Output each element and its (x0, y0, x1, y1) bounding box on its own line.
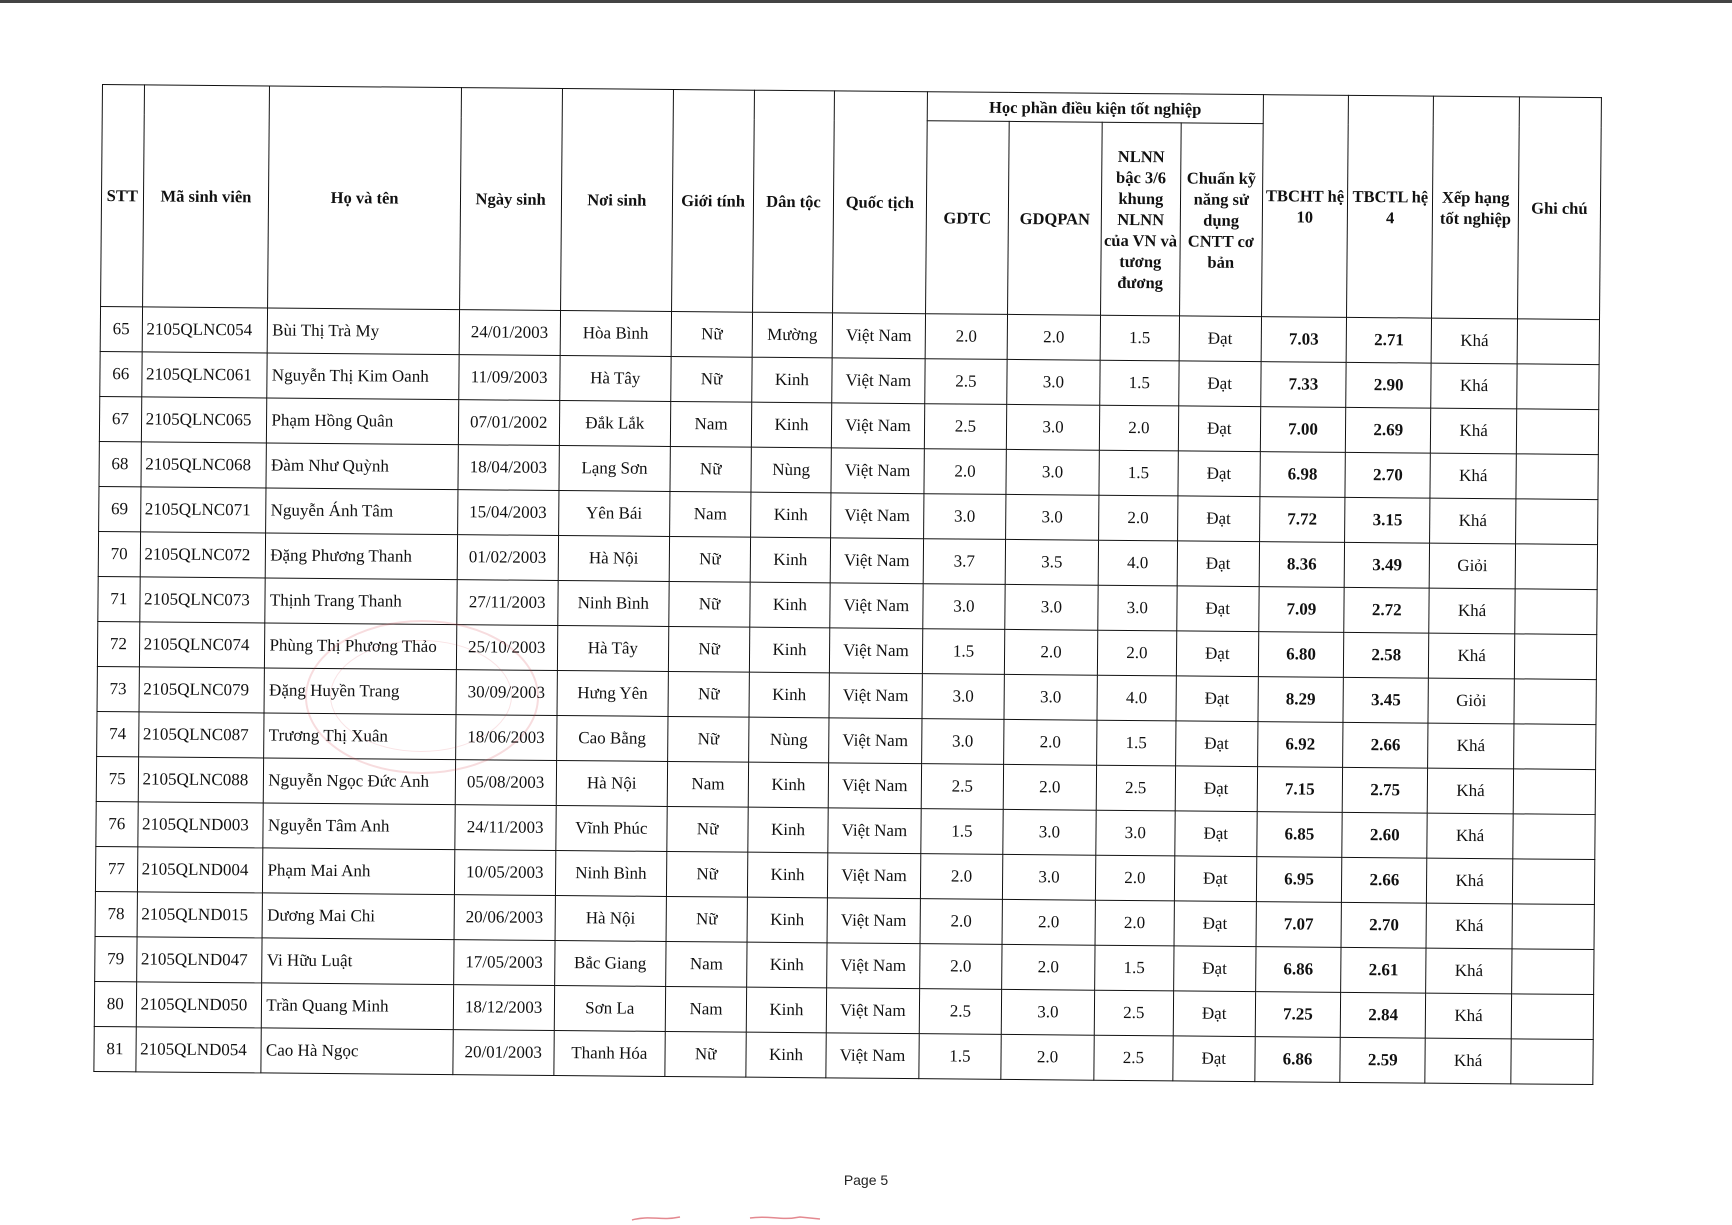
cell-tbctl: 2.69 (1345, 407, 1431, 453)
cell-tbctl: 2.70 (1345, 452, 1431, 498)
cell-date-of-birth: 25/10/2003 (456, 625, 557, 671)
cell-tbcht: 7.03 (1261, 317, 1347, 363)
cell-tbctl: 3.45 (1343, 677, 1429, 723)
cell-stt: 74 (97, 711, 139, 756)
cell-graduation-rank: Khá (1430, 453, 1516, 499)
cell-gender: Nữ (671, 356, 752, 402)
cell-stt: 73 (97, 666, 139, 711)
cell-cntt: Đạt (1173, 991, 1255, 1037)
cell-gender: Nữ (666, 896, 747, 942)
cell-note (1515, 544, 1598, 590)
cell-nationality: Việt Nam (828, 763, 921, 809)
cell-tbctl: 2.90 (1346, 362, 1432, 408)
cell-note (1515, 589, 1598, 635)
cell-student-id: 2105QLND015 (137, 892, 263, 938)
cell-tbcht: 6.98 (1260, 452, 1346, 498)
header-stt: STT (101, 85, 144, 307)
cell-ethnicity: Kinh (752, 357, 832, 403)
cell-gdtc: 3.0 (922, 719, 1004, 765)
cell-date-of-birth: 18/06/2003 (455, 715, 556, 761)
cell-gender: Nữ (668, 626, 749, 672)
header-gdtc: GDTC (925, 121, 1009, 315)
cell-place-of-birth: Thanh Hóa (553, 1030, 665, 1076)
cell-date-of-birth: 24/01/2003 (459, 310, 560, 356)
red-signature-mark (630, 1214, 830, 1222)
cell-nlnn: 3.0 (1096, 810, 1175, 856)
cell-student-id: 2105QLNC073 (139, 577, 265, 623)
cell-full-name: Dương Mai Chi (262, 893, 454, 940)
cell-ethnicity: Nùng (751, 447, 831, 493)
cell-full-name: Trương Thị Xuân (264, 713, 456, 760)
cell-tbcht: 8.36 (1259, 542, 1345, 588)
cell-stt: 71 (98, 576, 140, 621)
header-gender: Giới tính (672, 89, 755, 312)
cell-graduation-rank: Khá (1432, 318, 1518, 364)
cell-nlnn: 1.5 (1095, 945, 1174, 991)
cell-place-of-birth: Hà Tây (557, 625, 669, 671)
cell-cntt: Đạt (1175, 766, 1257, 812)
cell-cntt: Đạt (1178, 406, 1260, 452)
cell-nlnn: 1.5 (1100, 315, 1179, 361)
cell-cntt: Đạt (1174, 901, 1256, 947)
header-note: Ghi chú (1517, 97, 1601, 320)
cell-tbcht: 7.72 (1259, 497, 1345, 543)
graduation-table-container (93, 84, 1602, 1085)
cell-gdqpan: 2.0 (1004, 719, 1097, 765)
cell-student-id: 2105QLND003 (137, 802, 263, 848)
cell-full-name: Đàm Như Quỳnh (266, 443, 458, 490)
cell-gdqpan: 3.0 (1007, 359, 1100, 405)
cell-stt: 80 (94, 981, 136, 1026)
cell-full-name: Đặng Huyền Trang (264, 668, 456, 715)
cell-gdqpan: 3.0 (1006, 404, 1099, 450)
cell-full-name: Cao Hà Ngọc (261, 1028, 453, 1075)
cell-ethnicity: Kinh (751, 402, 831, 448)
cell-gdtc: 2.5 (919, 989, 1001, 1035)
cell-gender: Nam (670, 401, 751, 447)
cell-nlnn: 1.5 (1100, 360, 1179, 406)
cell-cntt: Đạt (1177, 541, 1259, 587)
cell-place-of-birth: Hưng Yên (557, 670, 669, 716)
cell-full-name: Bùi Thị Trà My (268, 308, 460, 355)
cell-note (1512, 904, 1595, 950)
cell-full-name: Vi Hữu Luật (262, 938, 454, 985)
cell-nlnn: 2.5 (1094, 990, 1173, 1036)
cell-stt: 72 (97, 621, 139, 666)
cell-student-id: 2105QLNC087 (138, 712, 264, 758)
cell-nlnn: 1.5 (1099, 450, 1178, 496)
header-graduation-conditions: Học phần điều kiện tốt nghiệp (927, 92, 1263, 124)
cell-ethnicity: Kinh (746, 1032, 826, 1078)
cell-nlnn: 2.0 (1095, 855, 1174, 901)
cell-gender: Nữ (665, 1031, 746, 1077)
cell-nlnn: 2.0 (1095, 900, 1174, 946)
header-gdqpan: GDQPAN (1007, 121, 1102, 315)
cell-gdtc: 2.0 (920, 854, 1002, 900)
cell-note (1516, 409, 1599, 455)
cell-gdtc: 2.5 (925, 359, 1007, 405)
cell-date-of-birth: 17/05/2003 (453, 940, 554, 986)
cell-stt: 70 (98, 531, 140, 576)
cell-gdqpan: 2.0 (1004, 629, 1097, 675)
cell-tbcht: 7.09 (1259, 587, 1345, 633)
cell-nationality: Việt Nam (826, 1033, 919, 1079)
cell-stt: 79 (95, 936, 137, 981)
cell-cntt: Đạt (1175, 721, 1257, 767)
header-graduation-rank: Xếp hạng tốt nghiệp (1432, 96, 1519, 319)
cell-ethnicity: Kinh (750, 537, 830, 583)
cell-nationality: Việt Nam (829, 673, 922, 719)
cell-cntt: Đạt (1176, 631, 1258, 677)
table-body (94, 306, 1600, 1084)
cell-tbctl: 2.72 (1344, 587, 1430, 633)
cell-date-of-birth: 10/05/2003 (454, 850, 555, 896)
cell-nationality: Việt Nam (830, 538, 923, 584)
cell-stt: 68 (99, 441, 141, 486)
cell-graduation-rank: Khá (1428, 768, 1514, 814)
header-place-of-birth: Nơi sinh (560, 89, 674, 312)
cell-graduation-rank: Khá (1426, 903, 1512, 949)
cell-graduation-rank: Khá (1425, 1038, 1511, 1084)
cell-place-of-birth: Hà Nội (558, 535, 670, 581)
cell-gdqpan: 3.5 (1005, 539, 1098, 585)
cell-place-of-birth: Bắc Giang (554, 940, 666, 986)
cell-gender: Nữ (667, 851, 748, 897)
cell-date-of-birth: 11/09/2003 (459, 355, 560, 401)
cell-full-name: Phạm Mai Anh (263, 848, 455, 895)
cell-gdtc: 2.5 (924, 404, 1006, 450)
cell-nationality: Việt Nam (827, 943, 920, 989)
cell-tbcht: 7.00 (1260, 407, 1346, 453)
cell-gdtc: 3.0 (922, 674, 1004, 720)
cell-nlnn: 2.0 (1099, 405, 1178, 451)
cell-place-of-birth: Cao Bằng (556, 715, 668, 761)
page-number: Page 5 (843, 1172, 889, 1188)
cell-place-of-birth: Hà Tây (559, 356, 671, 402)
cell-place-of-birth: Hà Nội (555, 895, 667, 941)
cell-tbctl: 3.49 (1344, 542, 1430, 588)
cell-note (1514, 679, 1597, 725)
header-tbcht: TBCHT hệ 10 (1261, 95, 1348, 318)
cell-gdtc: 3.0 (923, 584, 1005, 630)
cell-gender: Nam (670, 491, 751, 537)
cell-ethnicity: Kinh (747, 942, 827, 988)
cell-note (1517, 364, 1600, 410)
cell-date-of-birth: 20/01/2003 (453, 1030, 554, 1076)
cell-tbcht: 7.33 (1261, 362, 1347, 408)
header-nationality: Quốc tịch (832, 91, 927, 314)
cell-cntt: Đạt (1178, 451, 1260, 497)
cell-stt: 75 (96, 756, 138, 801)
cell-cntt: Đạt (1175, 811, 1257, 857)
cell-cntt: Đạt (1176, 586, 1258, 632)
cell-note (1511, 994, 1594, 1040)
header-full-name: Họ và tên (268, 86, 461, 310)
cell-place-of-birth: Hà Nội (556, 760, 668, 806)
cell-nationality: Việt Nam (827, 853, 920, 899)
cell-gdqpan: 3.0 (1006, 494, 1099, 540)
cell-graduation-rank: Khá (1431, 363, 1517, 409)
cell-graduation-rank: Khá (1431, 408, 1517, 454)
cell-ethnicity: Kinh (748, 762, 828, 808)
header-cntt: Chuẩn kỹ năng sử dụng CNTT cơ bản (1179, 123, 1263, 317)
cell-gender: Nữ (669, 581, 750, 627)
cell-gdtc: 1.5 (921, 809, 1003, 855)
cell-place-of-birth: Vĩnh Phúc (555, 805, 667, 851)
cell-student-id: 2105QLNC072 (140, 532, 266, 578)
cell-gender: Nữ (670, 446, 751, 492)
cell-ethnicity: Kinh (751, 492, 831, 538)
cell-place-of-birth: Hòa Bình (560, 311, 672, 357)
cell-graduation-rank: Giỏi (1430, 543, 1516, 589)
cell-ethnicity: Nùng (749, 717, 829, 763)
cell-nationality: Việt Nam (830, 493, 923, 539)
cell-stt: 78 (95, 891, 137, 936)
cell-stt: 81 (94, 1026, 136, 1071)
cell-nationality: Việt Nam (829, 718, 922, 764)
cell-gdqpan: 3.0 (1003, 809, 1096, 855)
cell-full-name: Nguyễn Ánh Tâm (266, 488, 458, 535)
cell-note (1511, 1039, 1594, 1085)
cell-stt: 77 (95, 846, 137, 891)
cell-cntt: Đạt (1173, 1036, 1255, 1082)
cell-nlnn: 2.5 (1096, 765, 1175, 811)
cell-tbctl: 2.59 (1340, 1037, 1426, 1083)
header-student-id: Mã sinh viên (142, 85, 270, 308)
cell-gdtc: 3.0 (923, 494, 1005, 540)
cell-stt: 66 (100, 351, 142, 396)
cell-graduation-rank: Khá (1429, 588, 1515, 634)
cell-nlnn: 2.5 (1094, 1035, 1173, 1081)
cell-cntt: Đạt (1178, 361, 1260, 407)
cell-student-id: 2105QLNC065 (141, 397, 267, 443)
cell-nationality: Việt Nam (831, 403, 924, 449)
cell-nlnn: 4.0 (1098, 540, 1177, 586)
cell-place-of-birth: Lạng Sơn (558, 446, 670, 492)
cell-gdtc: 2.0 (920, 944, 1002, 990)
cell-tbcht: 6.80 (1258, 632, 1344, 678)
cell-tbcht: 6.92 (1257, 722, 1343, 768)
cell-graduation-rank: Giỏi (1428, 678, 1514, 724)
cell-gdqpan: 2.0 (1007, 314, 1100, 360)
cell-cntt: Đạt (1177, 496, 1259, 542)
cell-gdtc: 1.5 (922, 629, 1004, 675)
cell-ethnicity: Kinh (750, 582, 830, 628)
cell-gender: Nữ (668, 671, 749, 717)
cell-date-of-birth: 01/02/2003 (457, 535, 558, 581)
cell-nationality: Việt Nam (831, 448, 924, 494)
cell-tbctl: 2.70 (1341, 902, 1427, 948)
cell-gdtc: 3.7 (923, 539, 1005, 585)
cell-full-name: Phạm Hồng Quân (267, 398, 459, 445)
cell-nationality: Việt Nam (829, 628, 922, 674)
cell-note (1514, 634, 1597, 680)
cell-nlnn: 1.5 (1097, 720, 1176, 766)
cell-tbctl: 2.60 (1342, 812, 1428, 858)
header-ethnicity: Dân tộc (753, 90, 835, 313)
cell-student-id: 2105QLNC068 (141, 442, 267, 488)
cell-date-of-birth: 07/01/2002 (458, 400, 559, 446)
cell-tbcht: 6.86 (1255, 1037, 1341, 1083)
cell-note (1512, 859, 1595, 905)
cell-student-id: 2105QLNC088 (138, 757, 264, 803)
cell-full-name: Nguyễn Ngọc Đức Anh (264, 758, 456, 805)
cell-nationality: Việt Nam (832, 358, 925, 404)
cell-place-of-birth: Sơn La (554, 985, 666, 1031)
cell-cntt: Đạt (1173, 946, 1255, 992)
cell-gender: Nam (665, 986, 746, 1032)
cell-ethnicity: Mường (752, 312, 832, 358)
cell-tbctl: 2.84 (1340, 992, 1426, 1038)
cell-nlnn: 4.0 (1097, 675, 1176, 721)
cell-tbcht: 6.86 (1255, 947, 1341, 993)
cell-graduation-rank: Khá (1426, 993, 1512, 1039)
cell-student-id: 2105QLNC054 (142, 307, 268, 353)
cell-nationality: Việt Nam (828, 808, 921, 854)
cell-student-id: 2105QLNC071 (140, 487, 266, 533)
cell-full-name: Nguyễn Thị Kim Oanh (267, 353, 459, 400)
cell-tbcht: 8.29 (1258, 677, 1344, 723)
cell-tbctl: 2.61 (1341, 947, 1427, 993)
cell-gender: Nữ (669, 536, 750, 582)
cell-tbcht: 7.25 (1255, 992, 1341, 1038)
cell-gender: Nữ (668, 716, 749, 762)
cell-date-of-birth: 24/11/2003 (455, 805, 556, 851)
cell-tbcht: 6.95 (1256, 857, 1342, 903)
cell-gdqpan: 2.0 (1002, 899, 1095, 945)
cell-full-name: Đặng Phương Thanh (266, 533, 458, 580)
cell-ethnicity: Kinh (749, 672, 829, 718)
cell-gdqpan: 2.0 (1003, 764, 1096, 810)
scan-edge (0, 0, 1732, 3)
cell-ethnicity: Kinh (746, 987, 826, 1033)
cell-graduation-rank: Khá (1428, 723, 1514, 769)
cell-student-id: 2105QLND047 (136, 937, 262, 983)
graduation-table (93, 84, 1602, 1085)
cell-note (1516, 454, 1599, 500)
cell-date-of-birth: 20/06/2003 (454, 895, 555, 941)
cell-full-name: Nguyễn Tâm Anh (263, 803, 455, 850)
cell-tbctl: 2.58 (1343, 632, 1429, 678)
cell-nlnn: 2.0 (1097, 630, 1176, 676)
cell-ethnicity: Kinh (748, 807, 828, 853)
cell-student-id: 2105QLND050 (136, 982, 262, 1028)
cell-tbcht: 7.07 (1256, 902, 1342, 948)
cell-cntt: Đạt (1176, 676, 1258, 722)
cell-full-name: Trần Quang Minh (262, 983, 454, 1030)
cell-full-name: Thịnh Trang Thanh (265, 578, 457, 625)
cell-place-of-birth: Đắk Lắk (559, 401, 671, 447)
cell-cntt: Đạt (1179, 316, 1261, 362)
cell-stt: 69 (99, 486, 141, 531)
cell-note (1513, 814, 1596, 860)
cell-place-of-birth: Ninh Bình (555, 850, 667, 896)
cell-place-of-birth: Ninh Bình (557, 580, 669, 626)
cell-stt: 76 (96, 801, 138, 846)
cell-gdtc: 2.0 (920, 899, 1002, 945)
cell-gdtc: 2.0 (924, 449, 1006, 495)
cell-nationality: Việt Nam (827, 898, 920, 944)
cell-date-of-birth: 27/11/2003 (457, 580, 558, 626)
cell-student-id: 2105QLNC079 (139, 667, 265, 713)
cell-stt: 67 (99, 396, 141, 441)
cell-gdqpan: 3.0 (1001, 989, 1094, 1035)
cell-nationality: Việt Nam (830, 583, 923, 629)
cell-nationality: Việt Nam (832, 313, 925, 359)
cell-tbctl: 2.71 (1346, 317, 1432, 363)
cell-stt: 65 (100, 306, 142, 351)
cell-student-id: 2105QLND004 (137, 847, 263, 893)
cell-student-id: 2105QLNC061 (141, 352, 267, 398)
cell-gdqpan: 2.0 (1001, 1034, 1094, 1080)
cell-gdqpan: 2.0 (1002, 944, 1095, 990)
cell-student-id: 2105QLND054 (135, 1027, 261, 1073)
header-date-of-birth: Ngày sinh (459, 88, 562, 311)
cell-graduation-rank: Khá (1427, 858, 1513, 904)
cell-graduation-rank: Khá (1427, 813, 1513, 859)
cell-gdtc: 1.5 (919, 1034, 1001, 1080)
cell-gdqpan: 3.0 (1002, 854, 1095, 900)
header-tbctl: TBCTL hệ 4 (1347, 95, 1434, 318)
cell-gender: Nữ (667, 806, 748, 852)
cell-note (1513, 769, 1596, 815)
cell-tbcht: 7.15 (1257, 767, 1343, 813)
cell-nlnn: 3.0 (1098, 585, 1177, 631)
cell-graduation-rank: Khá (1429, 633, 1515, 679)
cell-date-of-birth: 05/08/2003 (455, 760, 556, 806)
cell-note (1511, 949, 1594, 995)
cell-gdqpan: 3.0 (1006, 449, 1099, 495)
cell-ethnicity: Kinh (747, 852, 827, 898)
cell-nlnn: 2.0 (1099, 495, 1178, 541)
cell-tbctl: 2.66 (1342, 857, 1428, 903)
cell-gender: Nam (667, 761, 748, 807)
cell-place-of-birth: Yên Bái (558, 490, 670, 536)
cell-gdtc: 2.0 (925, 314, 1007, 360)
cell-gender: Nam (666, 941, 747, 987)
cell-tbcht: 6.85 (1257, 812, 1343, 858)
cell-ethnicity: Kinh (749, 627, 829, 673)
cell-graduation-rank: Khá (1426, 948, 1512, 994)
cell-student-id: 2105QLNC074 (139, 622, 265, 668)
cell-tbctl: 2.75 (1342, 767, 1428, 813)
cell-date-of-birth: 30/09/2003 (456, 670, 557, 716)
header-nlnn: NLNN bậc 3/6 khung NLNN của VN và tương đương (1100, 122, 1180, 316)
cell-gdqpan: 3.0 (1004, 674, 1097, 720)
cell-date-of-birth: 18/12/2003 (453, 985, 554, 1031)
cell-tbctl: 2.66 (1343, 722, 1429, 768)
cell-date-of-birth: 18/04/2003 (458, 445, 559, 491)
cell-full-name: Phùng Thị Phương Thảo (265, 623, 457, 670)
cell-note (1517, 319, 1600, 365)
cell-date-of-birth: 15/04/2003 (457, 490, 558, 536)
cell-cntt: Đạt (1174, 856, 1256, 902)
table-header (101, 85, 1602, 320)
cell-note (1515, 499, 1598, 545)
cell-gender: Nữ (671, 311, 752, 357)
cell-tbctl: 3.15 (1345, 497, 1431, 543)
cell-gdtc: 2.5 (921, 764, 1003, 810)
cell-nationality: Việt Nam (826, 988, 919, 1034)
cell-graduation-rank: Khá (1430, 498, 1516, 544)
cell-gdqpan: 3.0 (1005, 584, 1098, 630)
cell-ethnicity: Kinh (747, 897, 827, 943)
cell-note (1513, 724, 1596, 770)
